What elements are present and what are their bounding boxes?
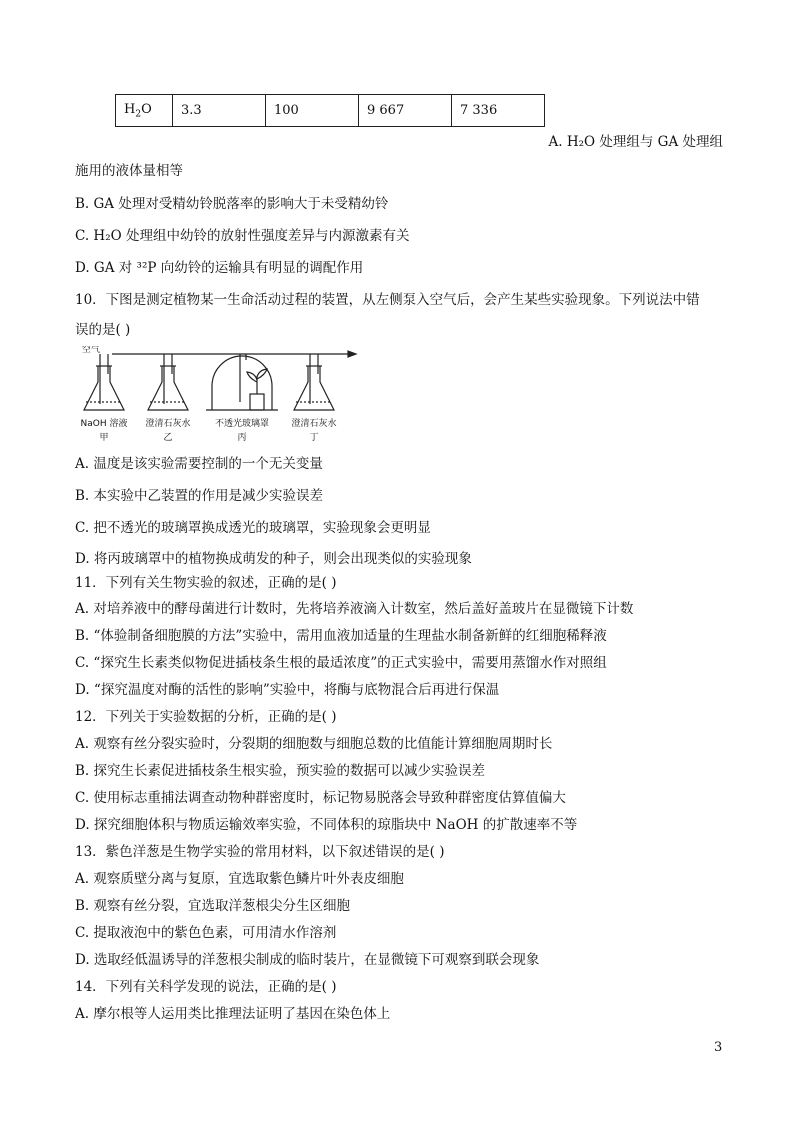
table-row <box>116 95 545 127</box>
table-cell: $H_2O$ <box>116 95 173 127</box>
q12-option-d: D. 探究细胞体积与物质运输效率实验，不同体积的琼脂块中 NaOH 的扩散速率不等 <box>75 817 578 833</box>
q10-stem-line2: 误的是( ) <box>75 322 131 338</box>
q12-option-b: B. 探究生长素促进插枝条生根实验，预实验的数据可以减少实验误差 <box>75 763 486 779</box>
q11-option-c: C. “探究生长素类似物促进插枝条生根的最适浓度”的正式实验中，需要用蒸馏水作对照组 <box>75 655 607 671</box>
flask-jia <box>84 354 124 410</box>
q13-stem: 13．紫色洋葱是生物学实验的常用材料，以下叙述错误的是( ) <box>75 844 445 860</box>
figure-label: NaOH 溶液 <box>80 419 128 429</box>
flask-ding <box>294 354 334 410</box>
bell-jar-bing <box>206 354 278 410</box>
arrow-icon <box>348 351 356 357</box>
q13-option-a: A. 观察质壁分离与复原，宜选取紫色鳞片叶外表皮细胞 <box>75 871 404 887</box>
q13-option-c: C. 提取液泡中的紫色色素，可用清水作溶剂 <box>75 925 337 941</box>
q11-option-a: A. 对培养液中的酵母菌进行计数时，先将培养液滴入计数室，然后盖好盖玻片在显微镜下计数 <box>75 601 634 617</box>
table-cell: 7 336 <box>452 95 545 127</box>
q9-option-a-line2: 施用的液体量相等 <box>75 163 183 179</box>
q14-option-a: A. 摩尔根等人运用类比推理法证明了基因在染色体上 <box>75 1006 391 1022</box>
figure-label: 不透光玻璃罩 <box>214 419 270 429</box>
q11-stem: 11．下列有关生物实验的叙述，正确的是( ) <box>75 575 337 591</box>
q10-stem-line1: 10．下图是测定植物某一生命活动过程的装置，从左侧泵入空气后，会产生某些实验现象。下列说法中错 <box>75 292 700 308</box>
q11-option-d: D. “探究温度对酶的活性的影响”实验中，将酶与底物混合后再进行保温 <box>75 682 500 698</box>
table-cell: 9 667 <box>359 95 452 127</box>
figure-letter: 乙 <box>163 433 173 443</box>
q13-option-d: D. 选取经低温诱导的洋葱根尖制成的临时装片，在显微镜下可观察到联会现象 <box>75 952 540 968</box>
q14-stem: 14．下列有关科学发现的说法，正确的是( ) <box>75 979 337 995</box>
q10-option-c: C. 把不透光的玻璃罩换成透光的玻璃罩，实验现象会更明显 <box>75 520 431 536</box>
figure-letter: 丙 <box>237 433 247 443</box>
apparatus-figure <box>70 346 360 446</box>
q10-option-a: A. 温度是该实验需要控制的一个无关变量 <box>75 456 323 472</box>
q9-option-d: D. GA 对 ³²P 向幼铃的运输具有明显的调配作用 <box>75 260 364 276</box>
q9-option-a-line1: A. H₂O 处理组与 GA 处理组 <box>548 134 723 150</box>
page-number: 3 <box>714 1040 723 1055</box>
air-label: 空气 <box>82 346 101 355</box>
table-cell: 3.3 <box>173 95 266 127</box>
table-cell: 100 <box>266 95 359 127</box>
figure-label: 澄清石灰水 <box>145 419 191 429</box>
data-table <box>115 94 545 127</box>
q12-option-a: A. 观察有丝分裂实验时，分裂期的细胞数与细胞总数的比值能计算细胞周期时长 <box>75 736 553 752</box>
q9-option-b: B. GA 处理对受精幼铃脱落率的影响大于未受精幼铃 <box>75 196 389 212</box>
q12-stem: 12．下列关于实验数据的分析，正确的是( ) <box>75 709 337 725</box>
figure-letter: 丁 <box>309 433 319 443</box>
figure-label: 澄清石灰水 <box>291 419 337 429</box>
q11-option-b: B. “体验制备细胞膜的方法”实验中，需用血液加适量的生理盐水制备新鲜的红细胞稀释液 <box>75 628 607 644</box>
flask-yi <box>148 354 188 410</box>
q13-option-b: B. 观察有丝分裂，宜选取洋葱根尖分生区细胞 <box>75 898 351 914</box>
figure-letter: 甲 <box>99 433 109 443</box>
q10-option-d: D. 将丙玻璃罩中的植物换成萌发的种子，则会出现类似的实验现象 <box>75 551 472 567</box>
q10-option-b: B. 本实验中乙装置的作用是减少实验误差 <box>75 488 324 504</box>
q12-option-c: C. 使用标志重捕法调查动物种群密度时，标记物易脱落会导致种群密度估算值偏大 <box>75 790 566 806</box>
q9-option-c: C. H₂O 处理组中幼铃的放射性强度差异与内源激素有关 <box>75 228 410 244</box>
